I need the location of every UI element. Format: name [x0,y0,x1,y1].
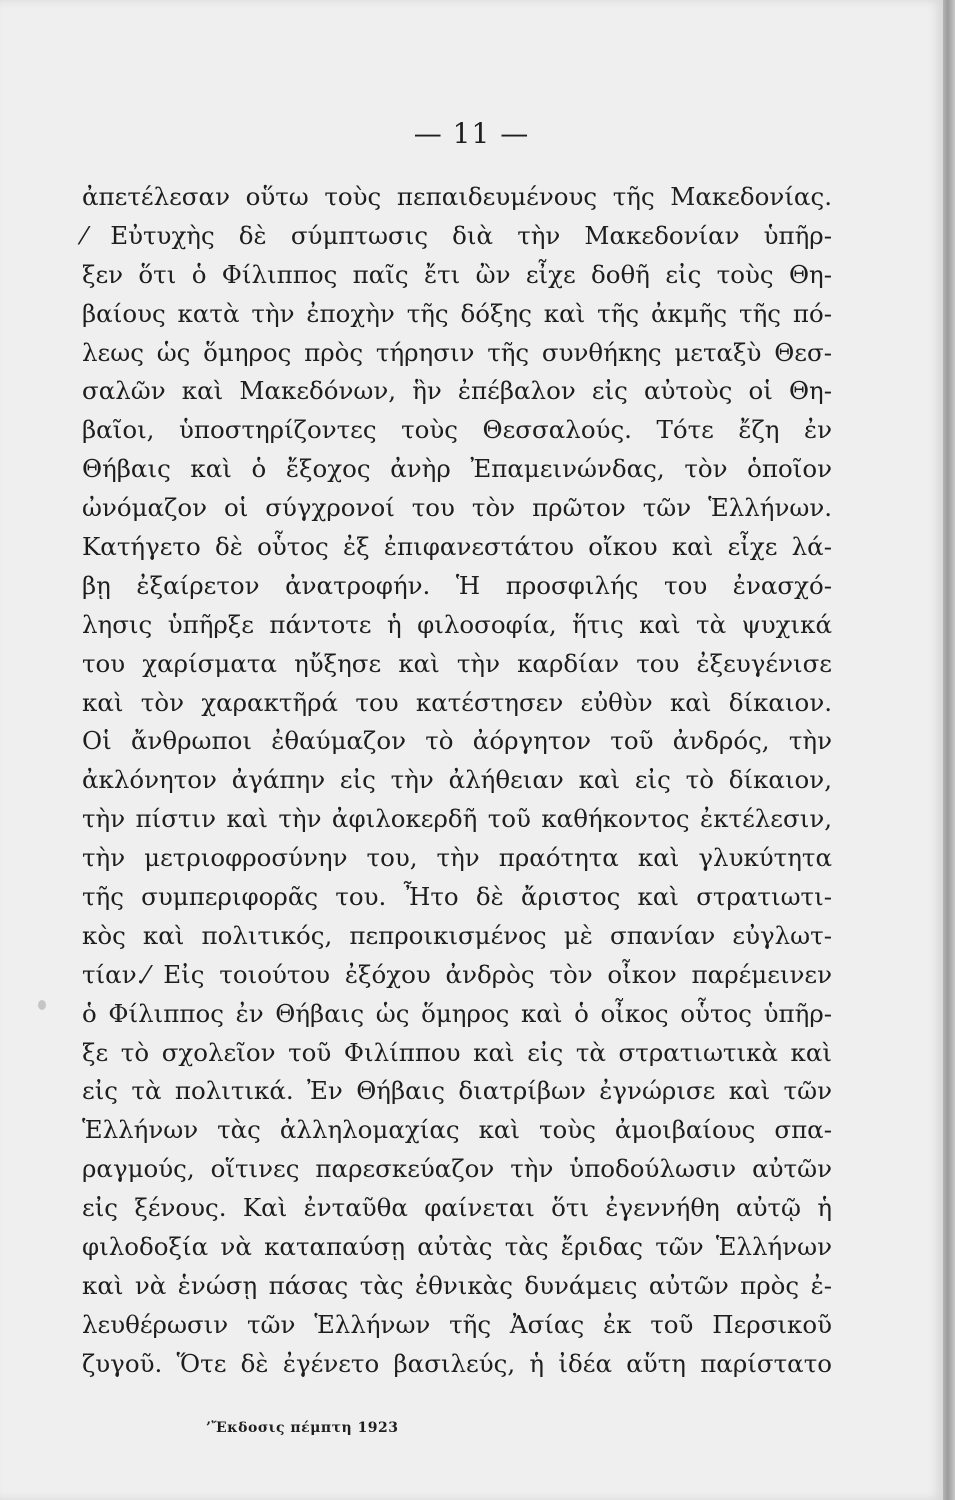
body-text [82,178,832,1384]
text-line: ξεν ὅτι ὁ Φίλιππος παῖς ἔτι ὢν εἶχε δοθῆ εἰς τοὺς Θη- [82,259,832,289]
text-line: ὠνόμαζον οἱ σύγχρονοί του τὸν πρῶτον τῶν Ἑλλήνων. [82,493,832,523]
page-number: — 11 — [413,117,530,150]
text-line: του χαρίσματα ηὔξησε καὶ τὴν καρδίαν του ἐξευγένισε [82,648,832,678]
text-line: τίαν.⁄ Εἰς τοιούτου ἐξόχου ἀνδρὸς τὸν οἶκον παρέμεινεν [82,959,832,989]
text-line: ξε τὸ σχολεῖον τοῦ Φιλίππου καὶ εἰς τὰ στρατιωτικὰ καὶ [82,1037,832,1067]
text-line: ἀπετέλεσαν οὕτω τοὺς πεπαιδευμένους τῆς Μακεδονίας. [82,182,832,211]
text-line: σαλῶν καὶ Μακεδόνων, ἣν ἐπέβαλον εἰς αὐτοὺς οἱ Θη- [82,376,832,406]
paper-stain [38,1000,46,1010]
text-line: Κατήγετο δὲ οὗτος ἐξ ἐπιφανεστάτου οἴκου καὶ εἶχε λά- [82,532,832,562]
text-line: καὶ νὰ ἑνώσῃ πάσας τὰς ἐθνικὰς δυνάμεις αὐτῶν πρὸς ἐ- [82,1270,832,1300]
text-line: ἀκλόνητον ἀγάπην εἰς τὴν ἀλήθειαν καὶ εἰς τὸ δίκαιον, [82,765,832,795]
text-line: εἰς ξένους. Καὶ ἐνταῦθα φαίνεται ὅτι ἐγεννήθη αὐτῷ ἡ [82,1193,832,1223]
text-line: λησις ὑπῆρξε πάντοτε ἡ φιλοσοφία, ἥτις καὶ τὰ ψυχικά [82,609,832,639]
text-line: λευθέρωσιν τῶν Ἑλλήνων τῆς Ἀσίας ἐκ τοῦ Περσικοῦ [82,1309,832,1339]
text-line: λεως ὡς ὅμηρος πρὸς τήρησιν τῆς συνθήκης μεταξὺ Θεσ- [82,337,832,367]
text-line: Θήβαις καὶ ὁ ἔξοχος ἀνὴρ Ἐπαμεινώνδας, τὸν ὁποῖον [82,454,832,484]
text-line: βῃ ἐξαίρετον ἀνατροφήν. Ἡ προσφιλής του ἐνασχό- [82,570,832,600]
text-line: βαῖοι, ὑποστηρίζοντες τοὺς Θεσσαλούς. Τότε ἔζη ἐν [82,415,832,445]
text-line: τῆς συμπεριφορᾶς του. Ἦτο δὲ ἄριστος καὶ στρατιωτι- [82,882,832,912]
text-line: τὴν πίστιν καὶ τὴν ἀφιλοκερδῆ τοῦ καθήκοντος ἐκτέλεσιν, [82,804,832,834]
text-line: ⁄ Εὐτυχὴς δὲ σύμπτωσις διὰ τὴν Μακεδονίαν ὑπῆρ- [82,220,832,250]
text-line: φιλοδοξία νὰ καταπαύσῃ αὐτὰς τὰς ἔριδας τῶν Ἑλλήνων [82,1232,832,1262]
text-line: εἰς τὰ πολιτικά. Ἐν Θήβαις διατρίβων ἐγνώρισε καὶ τῶν [82,1076,832,1106]
text-line: ραγμούς, οἵτινες παρεσκεύαζον τὴν ὑποδούλωσιν αὐτῶν [82,1154,832,1184]
text-line: βαίους κατὰ τὴν ἐποχὴν τῆς δόξης καὶ τῆς ἀκμῆς τῆς πό- [82,298,832,328]
page-edge [943,0,955,1500]
edition-footnote: ’Ἔκδοσις πέμπτη 1923 [206,1420,399,1436]
text-line: Ἑλλήνων τὰς ἀλληλομαχίας καὶ τοὺς ἀμοιβαίους σπα- [82,1115,832,1145]
text-line: ὁ Φίλιππος ἐν Θήβαις ὡς ὅμηρος καὶ ὁ οἶκος οὗτος ὑπῆρ- [82,998,832,1028]
text-line: κὸς καὶ πολιτικός, πεπροικισμένος μὲ σπανίαν εὐγλωτ- [82,920,832,950]
text-line: τὴν μετριοφροσύνην του, τὴν πραότητα καὶ γλυκύτητα [82,843,832,873]
text-line: καὶ τὸν χαρακτῆρά του κατέστησεν εὐθὺν καὶ δίκαιον. [82,687,832,717]
text-line: ζυγοῦ. Ὅτε δὲ ἐγένετο βασιλεύς, ἡ ἰδέα αὕτη παρίστατο [82,1348,832,1378]
text-line: Οἱ ἄνθρωποι ἐθαύμαζον τὸ ἀόργητον τοῦ ἀνδρός, τὴν [82,726,832,756]
